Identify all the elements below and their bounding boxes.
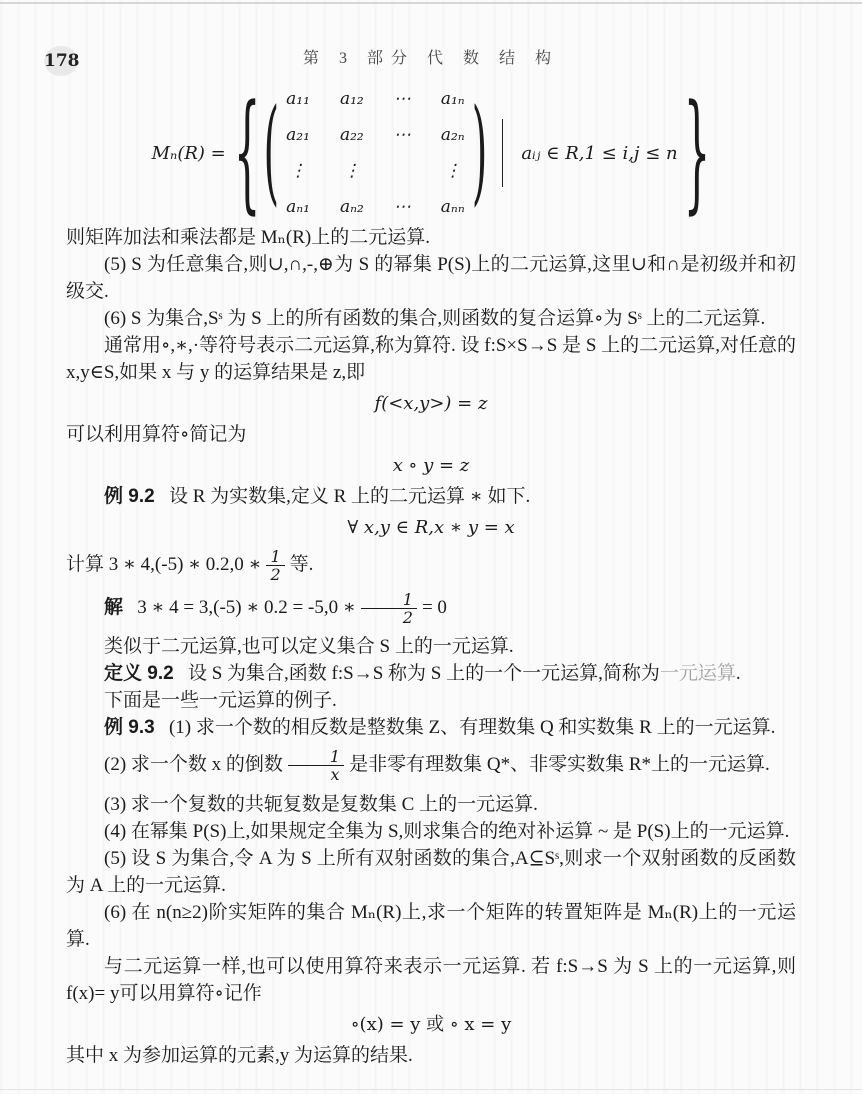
paragraph-examples-intro <box>66 687 796 714</box>
matrix-cell: ⋮ <box>343 160 361 181</box>
paragraph-text: = 0 <box>421 596 447 618</box>
matrix-cell: ⋯ <box>393 88 411 109</box>
paragraph-text: 类似于二元运算,也可以定义集合 S 上的一元运算. <box>104 636 514 658</box>
paragraph-text: 通常用∘,∗,·等符号表示二元运算,称为算符. 设 f:S×S→S 是 S 上的二元运算,对任意的 x,y∈S,如果 x 与 y 的运算结果是 z,即 <box>66 335 796 383</box>
top-rule <box>0 2 862 4</box>
matrix-definition-equation <box>66 76 796 227</box>
matrix-cell: a₁₂ <box>339 88 364 109</box>
page-header <box>44 44 796 76</box>
paragraph-unary-intro <box>66 633 796 660</box>
list-item-5-binary <box>66 251 796 305</box>
paragraph-text: 则矩阵加法和乘法都是 Mₙ(R)上的二元运算. <box>66 227 430 248</box>
matrix-cell: aₙₙ <box>440 196 465 217</box>
fraction-one-over-x <box>288 748 344 784</box>
page-number-badge: 178 <box>44 46 78 76</box>
paragraph-shorthand-intro <box>66 421 796 448</box>
paragraph-text: 3 ∗ 4 = 3,(-5) ∗ 0.2 = -5,0 ∗ <box>137 596 356 618</box>
solution-line <box>66 591 796 627</box>
equation-x-circ-y: x ∘ y = z <box>392 455 470 476</box>
paragraph-text: (4) 在幂集 P(S)上,如果规定全集为 S,则求集合的绝对补运算 ~ 是 P(S)上的一元运算. <box>104 820 790 842</box>
paragraph-text: 计算 3 ∗ 4,(-5) ∗ 0.2,0 ∗ <box>66 554 262 576</box>
fraction-denominator: x <box>330 765 340 785</box>
definition-9-2-label: 定义 9.2 <box>104 663 174 685</box>
example-9-3 <box>66 714 796 741</box>
matrix-condition: aᵢⱼ ∈ R,1 ≤ i,j ≤ n <box>521 142 678 164</box>
right-curly-brace: } <box>683 76 711 227</box>
list-item-4-unary <box>66 818 796 845</box>
fraction-numerator: 1 <box>266 548 284 566</box>
fraction-numerator: 1 <box>361 591 417 609</box>
paragraph-text: (3) 求一个复数的共轭复数是复数集 C 上的一元运算. <box>104 793 538 815</box>
paragraph-text: 设 R 为实数集,定义 R 上的二元运算 ∗ 如下. <box>168 486 531 507</box>
paragraph-text: 等. <box>289 554 314 576</box>
matrix-cell: a₁₁ <box>286 88 310 109</box>
paragraph-text: 下面是一些一元运算的例子. <box>104 690 337 712</box>
matrix-cell: ⋮ <box>289 160 307 181</box>
fraction-denominator: 2 <box>270 565 281 585</box>
matrix-cell: a₂₁ <box>286 124 310 145</box>
list-item-6-binary <box>66 305 796 332</box>
equation-forall: ∀ x,y ∈ R,x ∗ y = x <box>347 517 515 538</box>
matrix-cell: a₁ₙ <box>440 88 465 109</box>
matrix-cell: aₙ₂ <box>339 196 364 217</box>
paragraph-text: (6) 在 n(n≥2)阶实矩阵的集合 Mₙ(R)上,求一个矩阵的转置矩阵是 Mₙ(R)上的一元运算. <box>66 901 796 950</box>
paragraph-text: 可以利用算符∘简记为 <box>66 424 247 445</box>
left-paren: ( <box>263 87 280 219</box>
matrix-cell: a₂ₙ <box>440 124 465 145</box>
paragraph-closing <box>66 1042 796 1069</box>
highlighted-term: 一元运算 <box>659 663 736 685</box>
running-head: 第 3 部分 代 数 结 构 <box>302 50 559 67</box>
definition-9-2 <box>66 660 796 687</box>
example-9-3-label: 例 9.3 <box>104 717 155 739</box>
paragraph-text: 其中 x 为参加运算的元素,y 为运算的结果. <box>66 1044 413 1066</box>
fraction-one-half <box>361 591 417 627</box>
matrix-cell: ⋯ <box>393 124 411 145</box>
matrix-cell: a₂₂ <box>339 124 364 145</box>
matrix-cell: aₙ₁ <box>286 196 310 217</box>
list-item-2-unary <box>66 748 796 784</box>
paragraph-text: (2) 求一个数 x 的倒数 <box>104 754 283 776</box>
paragraph-text: (5) S 为任意集合,则∪,∩,-,⊕为 S 的幂集 P(S)上的二元运算,这里∪和∩是初级并和初级交. <box>66 254 796 302</box>
solution-label: 解 <box>104 596 124 618</box>
equation-f-pair: f(<x,y>) = z <box>374 393 488 414</box>
fraction-one-half <box>266 548 284 584</box>
paragraph-text: 设 S 为集合,函数 f:S→S 称为 S 上的一个一元运算,简称为 <box>187 663 660 685</box>
fraction-numerator: 1 <box>288 748 344 766</box>
paragraph-matrix-binary-ops <box>66 224 796 251</box>
paragraph-text: (6) S 为集合,Sˢ 为 S 上的所有函数的集合,则函数的复合运算∘为 Sˢ 上的二元运算. <box>104 308 766 329</box>
such-that-bar <box>502 119 503 187</box>
paragraph-text: 与二元运算一样,也可以使用算符来表示一元运算. 若 f:S→S 为 S 上的一元运算,则 f(x)= y可以用算符∘记作 <box>66 955 796 1004</box>
paragraph-operator-notation <box>66 332 796 386</box>
left-curly-brace: { <box>233 76 261 227</box>
calc-prompt <box>66 548 796 584</box>
paragraph-text: (1) 求一个数的相反数是整数集 Z、有理数集 Q 和实数集 R 上的一元运算. <box>168 717 776 739</box>
example-9-2 <box>66 483 796 510</box>
paragraph-text: . <box>735 663 741 685</box>
page-content <box>66 76 796 1069</box>
matrix-entries <box>286 86 465 221</box>
list-item-3-unary <box>66 791 796 818</box>
paragraph-text: (5) 设 S 为集合,令 A 为 S 上所有双射函数的集合,A⊆Sˢ,则求一个双射函数的反函数为 A 上的一元运算. <box>66 847 796 896</box>
paragraph-text: 是非零有理数集 Q*、非零实数集 R*上的一元运算. <box>349 754 770 776</box>
equation-unary-notation: ∘(x) = y 或 ∘ x = y <box>350 1013 512 1035</box>
list-item-5-unary <box>66 845 796 899</box>
example-9-2-label: 例 9.2 <box>104 486 155 507</box>
matrix-cell: ⋮ <box>444 160 462 181</box>
bottom-rule <box>0 1089 862 1090</box>
right-paren: ) <box>471 87 488 219</box>
fraction-denominator: 2 <box>402 607 413 627</box>
paragraph-unary-operator-notation <box>66 953 796 1007</box>
list-item-6-unary <box>66 899 796 953</box>
equation-lhs: Mₙ(R) = <box>151 142 226 164</box>
matrix-cell: ⋯ <box>393 196 411 217</box>
